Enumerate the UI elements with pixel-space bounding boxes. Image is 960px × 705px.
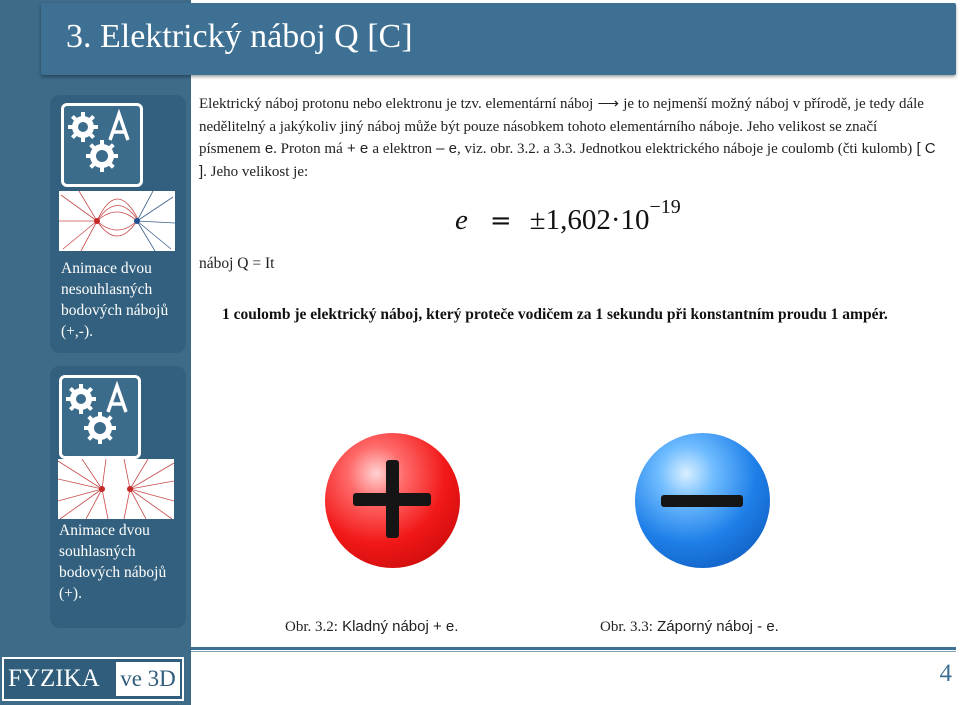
animation-caption: Animace dvou nesouhlasných bodových nábojů (+,-).: [61, 260, 169, 340]
symbol-e: e: [264, 140, 274, 157]
animation-card-opposite-charges[interactable]: [50, 95, 186, 353]
field-lines-opposite-thumbnail[interactable]: [59, 191, 175, 251]
animation-app-icon[interactable]: [59, 375, 141, 459]
animation-card-like-charges[interactable]: [50, 366, 186, 628]
animation-caption: Animace dvou souhlasných bodových nábojů (+).: [59, 522, 167, 602]
intro-paragraph: Elektrický náboj protonu nebo elektronu je tzv. elementární náboj ⟶ je to nejmenší možný náboj v přírodě, je tedy dále nedělitelný a jakýkoliv jiný náboj může být pouze násobkem tohoto elementárního náboje. Jeho velikost se značí písmenem e. Proton má + e a elektron – e, viz. obr. 3.2. a 3.3. Jednotkou elektrického náboje je coulomb (čti kulomb) [ C ]. Jeho velikost je:: [199, 95, 936, 180]
gears-icon: [62, 378, 138, 456]
figure-caption-negative: Obr. 3.3: Záporný náboj - e.: [600, 618, 779, 635]
brand-logo: FYZIKA ve 3D: [2, 657, 184, 701]
minus-icon: [661, 495, 743, 507]
page-number: 4: [939, 660, 952, 687]
gears-icon: [64, 106, 140, 184]
elementary-charge-formula: $e = \pm 1,602\cdot 10^{-19}$: [455, 196, 681, 236]
arrow-icon: ⟶: [597, 95, 620, 112]
figure-caption-positive: Obr. 3.2: Kladný náboj + e.: [285, 618, 459, 635]
field-lines-like-thumbnail[interactable]: [58, 459, 174, 519]
charge-formula: náboj Q = It: [199, 255, 275, 272]
title-bar: [41, 3, 956, 75]
footer-divider: [191, 647, 956, 650]
page-title: 3. Elektrický náboj Q [C]: [66, 18, 413, 55]
symbol-minus-e: – e: [436, 140, 457, 157]
negative-charge-sphere: [635, 433, 770, 568]
symbol-plus-e: + e: [346, 140, 369, 157]
positive-charge-sphere: [325, 433, 460, 568]
animation-app-icon[interactable]: [61, 103, 143, 187]
coulomb-definition: 1 coulomb je elektrický náboj, který proteče vodičem za 1 sekundu při konstantním proudu 1 ampér.: [222, 306, 888, 323]
unit-coulomb: [ C ]: [199, 140, 936, 180]
